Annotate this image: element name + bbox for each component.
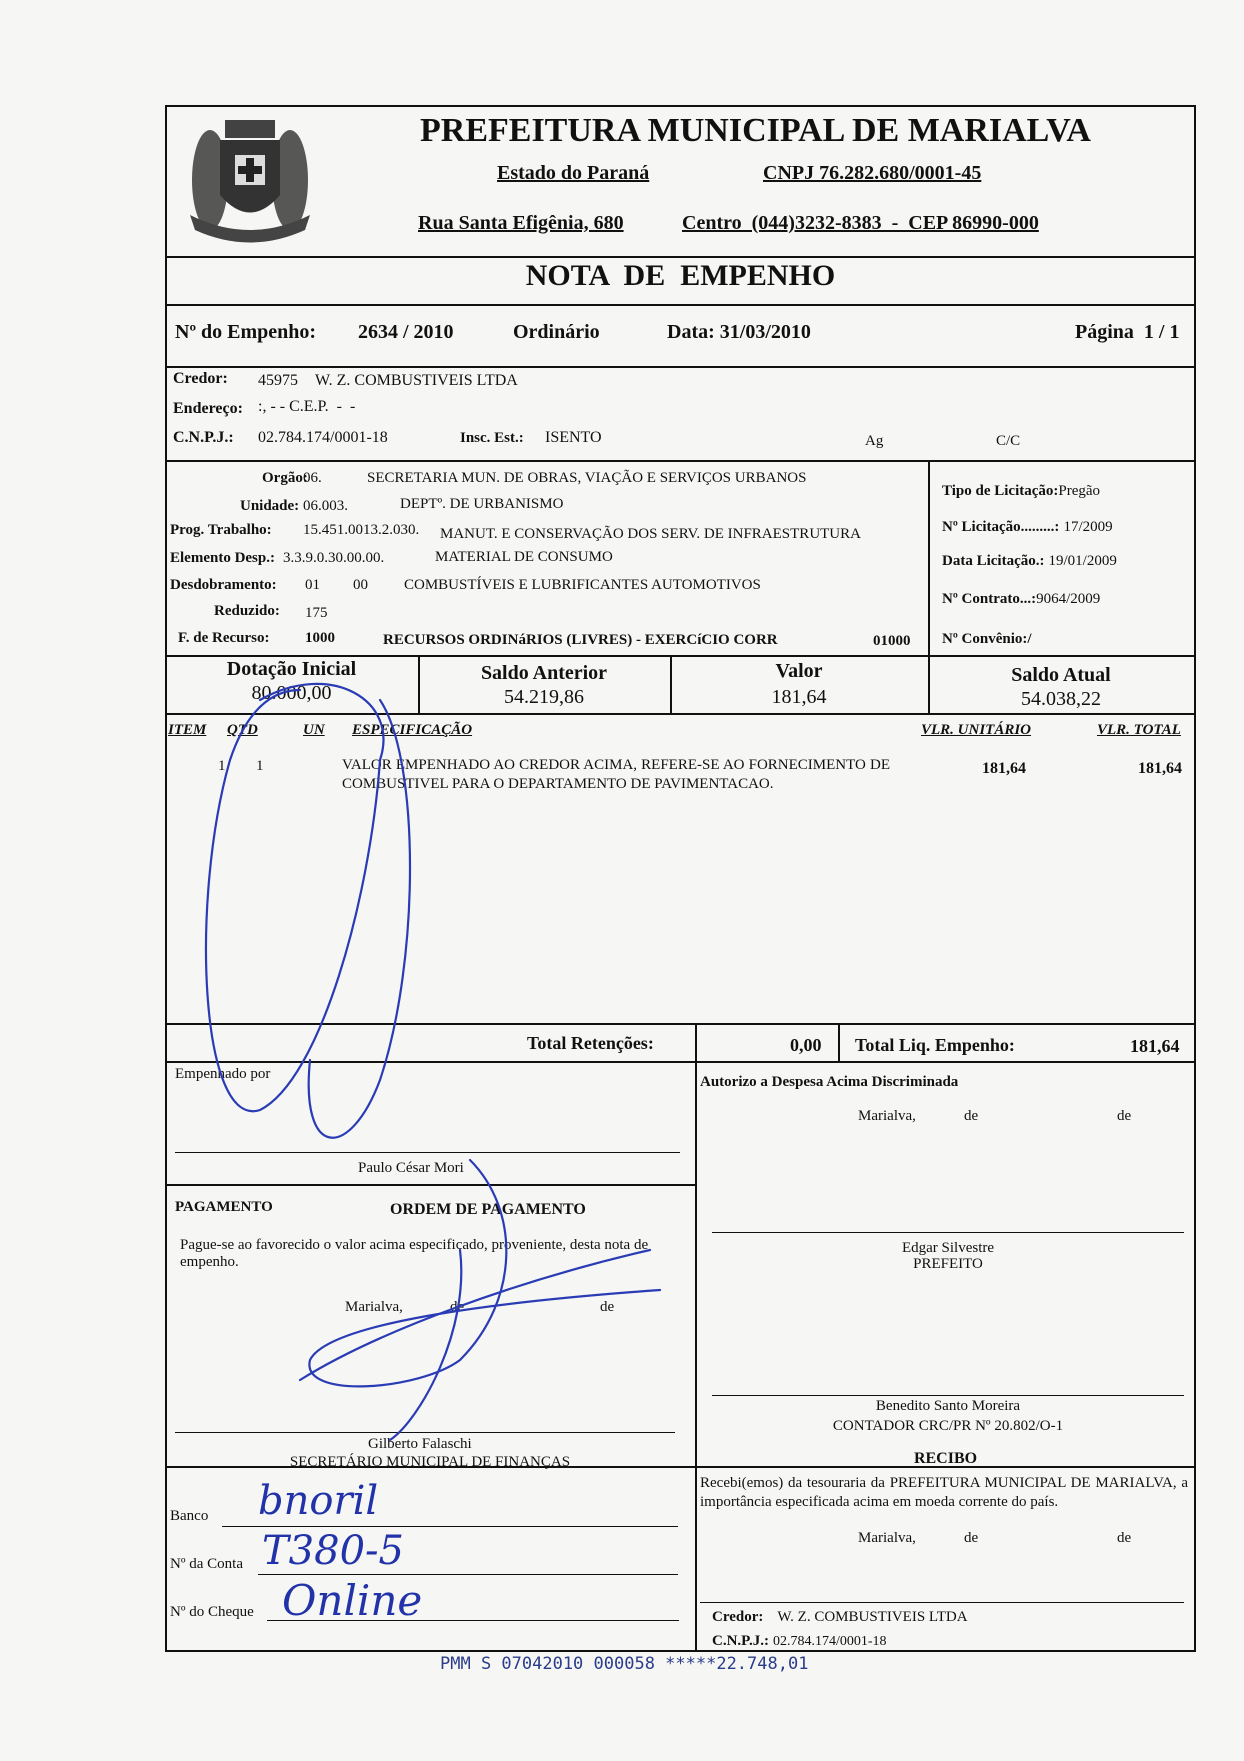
saldo-atual-value: 54.038,22 xyxy=(1021,688,1101,710)
footer-stamp: PMM S 07042010 000058 *****22.748,01 xyxy=(440,1654,809,1674)
document-title: NOTA DE EMPENHO xyxy=(525,259,836,292)
unidade-desc: DEPTº. DE URBANISMO xyxy=(400,496,564,512)
cnpj-value: 02.784.174/0001-18 xyxy=(258,429,388,446)
recurso-num: 01000 xyxy=(873,633,911,649)
valor-value: 181,64 xyxy=(771,686,827,708)
recurso-label: F. de Recurso: xyxy=(178,630,270,646)
empenho-type: Ordinário xyxy=(513,321,600,343)
autorizo-marialva: Marialva, xyxy=(858,1108,916,1124)
conta-line xyxy=(258,1574,678,1575)
secretario-name: Gilberto Falaschi xyxy=(368,1436,472,1452)
secretario-role: SECRETÁRIO MUNICIPAL DE FINANÇAS xyxy=(289,1454,571,1470)
header-cnpj: CNPJ 76.282.680/0001-45 xyxy=(763,162,982,184)
numero-licitacao xyxy=(942,518,1113,536)
col-un: UN xyxy=(303,722,325,738)
col-vlr-unitario: VLR. UNITÁRIO xyxy=(921,722,1032,738)
insc-label: Insc. Est.: xyxy=(460,430,524,446)
ordem-pagamento: ORDEM DE PAGAMENTO xyxy=(390,1201,586,1218)
total-liq-value: 181,64 xyxy=(1130,1036,1180,1056)
signature-loop-1 xyxy=(206,684,383,1111)
signature-stroke-3 xyxy=(309,1160,660,1386)
empenhado-line xyxy=(175,1152,680,1153)
cheque-label: Nº do Cheque xyxy=(170,1604,254,1620)
dotacao-label: Dotação Inicial xyxy=(226,658,357,680)
recibo-cnpj-value: 02.784.174/0001-18 xyxy=(772,1634,887,1649)
recibo-title: RECIBO xyxy=(913,1450,978,1467)
row-item: 1 xyxy=(218,758,226,774)
endereco-value: :, - - C.E.P. - - xyxy=(258,398,356,415)
tipo-licitacao-label: Tipo de Licitação: xyxy=(942,483,1059,499)
pagamento-de-2: de xyxy=(600,1299,615,1315)
contador-role: CONTADOR CRC/PR Nº 20.802/O-1 xyxy=(832,1418,1064,1434)
tipo-licitacao-value: Pregão xyxy=(1058,483,1101,499)
numero-licitacao-label: Nº Licitação.........: xyxy=(942,519,1060,535)
col-vlr-total: VLR. TOTAL xyxy=(1097,722,1181,738)
header-title: PREFEITURA MUNICIPAL DE MARIALVA xyxy=(420,112,1091,149)
elemento-label: Elemento Desp.: xyxy=(170,550,275,566)
secretario-line xyxy=(175,1432,675,1433)
pagamento-text: Pague-se ao favorecido o valor acima especificado, proveniente, desta nota de empenho. xyxy=(180,1237,649,1270)
pagamento-de-1: de xyxy=(450,1299,465,1315)
empenhado-name: Paulo César Mori xyxy=(358,1160,464,1176)
dotacao-value: 80.000,00 xyxy=(251,682,332,704)
recurso-desc: RECURSOS ORDINáRIOS (LIVRES) - EXERCíCIO CORR xyxy=(383,632,778,648)
recibo-line xyxy=(700,1602,1184,1603)
row-especificacao: VALOR EMPENHADO AO CREDOR ACIMA, REFERE-SE AO FORNECIMENTO DE COMBUSTIVEL PARA O DEPARTAMENTO DE PAVIMENTACAO. xyxy=(342,757,890,792)
header-address: Rua Santa Efigênia, 680 xyxy=(418,212,624,234)
empenho-number-label: Nº do Empenho: xyxy=(175,321,317,343)
orgao-desc: SECRETARIA MUN. DE OBRAS, VIAÇÃO E SERVIÇOS URBANOS xyxy=(367,470,807,486)
reduzido-label: Reduzido: xyxy=(214,603,280,619)
insc-value: ISENTO xyxy=(545,429,602,446)
valor-label: Valor xyxy=(775,660,823,682)
pagamento-marialva: Marialva, xyxy=(345,1299,403,1315)
contrato-value: 9064/2009 xyxy=(1036,591,1101,607)
contador-line xyxy=(712,1395,1184,1396)
recibo-credor-label: Credor: xyxy=(712,1609,764,1625)
elemento-desc: MATERIAL DE CONSUMO xyxy=(435,549,613,565)
unidade-code: 06.003. xyxy=(303,498,348,514)
autorizo-text: Autorizo a Despesa Acima Discriminada xyxy=(700,1074,959,1090)
orgao-label: Orgão: xyxy=(262,470,308,486)
prog-desc: MANUT. E CONSERVAÇÃO DOS SERV. DE INFRAESTRUTURA xyxy=(440,526,861,542)
desdobramento-a: 01 xyxy=(305,577,320,593)
credor-code: 45975 xyxy=(258,372,298,389)
recibo-de-1: de xyxy=(964,1530,979,1546)
banco-handwritten: bnoril xyxy=(258,1478,379,1524)
header-state: Estado do Paraná xyxy=(497,162,650,184)
endereco-label: Endereço: xyxy=(173,400,243,417)
conta-handwritten: T380-5 xyxy=(262,1528,404,1574)
saldo-atual-label: Saldo Atual xyxy=(1011,664,1111,686)
empenho-number: 2634 / 2010 xyxy=(358,321,454,343)
recibo-cnpj xyxy=(712,1632,887,1650)
credor-label: Credor: xyxy=(173,370,228,387)
row-vlr-total: 181,64 xyxy=(1138,760,1182,777)
coat-of-arms-logo xyxy=(180,110,320,250)
empenho-date: Data: 31/03/2010 xyxy=(667,321,811,343)
desdobramento-label: Desdobramento: xyxy=(170,577,277,593)
desdobramento-b: 00 xyxy=(353,577,368,593)
prefeito-name: Edgar Silvestre xyxy=(901,1240,995,1256)
recibo-text: Recebi(emos) da tesouraria da PREFEITURA MUNICIPAL DE MARIALVA, a importância especificada acima em moeda corrente do país. xyxy=(700,1475,1188,1510)
conta-label: Nº da Conta xyxy=(170,1556,243,1572)
elemento-code: 3.3.9.0.30.00.00. xyxy=(283,550,385,566)
recibo-credor xyxy=(712,1608,968,1626)
unidade-label: Unidade: xyxy=(240,498,300,514)
saldo-anterior-label: Saldo Anterior xyxy=(480,662,608,684)
ag-label: Ag xyxy=(865,433,884,449)
banco-line xyxy=(222,1526,678,1527)
prefeito-line xyxy=(712,1232,1184,1233)
banco-label: Banco xyxy=(170,1508,209,1524)
convenio: Nº Convênio:/ xyxy=(942,631,1032,647)
autorizo-de-2: de xyxy=(1117,1108,1132,1124)
header-contact: Centro (044)3232-8383 - CEP 86990-000 xyxy=(682,212,1039,234)
recibo-marialva: Marialva, xyxy=(858,1530,916,1546)
contrato xyxy=(942,590,1100,608)
col-qtd: QTD xyxy=(227,722,258,738)
row-qtd: 1 xyxy=(256,758,264,774)
recurso-code: 1000 xyxy=(305,630,335,646)
desdobramento-desc: COMBUSTÍVEIS E LUBRIFICANTES AUTOMOTIVOS xyxy=(404,577,761,593)
empenhado-label: Empenhado por xyxy=(175,1066,271,1082)
signature-stroke-5 xyxy=(390,1250,461,1440)
contador-name: Benedito Santo Moreira xyxy=(875,1398,1021,1414)
credor-name: W. Z. COMBUSTIVEIS LTDA xyxy=(315,372,518,389)
saldo-anterior-value: 54.219,86 xyxy=(504,686,584,708)
data-licitacao-value: 19/01/2009 xyxy=(1048,553,1117,569)
cheque-handwritten: Online xyxy=(282,1576,423,1625)
autorizo-de-1: de xyxy=(964,1108,979,1124)
numero-licitacao-value: 17/2009 xyxy=(1063,519,1113,535)
orgao-code: 06. xyxy=(303,470,322,486)
recibo-de-2: de xyxy=(1117,1530,1132,1546)
recibo-cnpj-label: C.N.P.J.: xyxy=(712,1633,769,1649)
pagamento-label: PAGAMENTO xyxy=(175,1199,273,1215)
total-liq-label: Total Liq. Empenho: xyxy=(855,1035,1015,1055)
retencoes-value: 0,00 xyxy=(790,1035,822,1055)
data-licitacao-label: Data Licitação.: xyxy=(942,553,1045,569)
retencoes-label: Total Retenções: xyxy=(527,1033,654,1053)
prefeito-role: PREFEITO xyxy=(913,1256,983,1272)
cnpj-label: C.N.P.J.: xyxy=(173,429,234,446)
prog-code: 15.451.0013.2.030. xyxy=(303,522,420,538)
col-especificacao: ESPECIFICAÇÃO xyxy=(352,722,473,738)
reduzido-value: 175 xyxy=(305,605,328,621)
tipo-licitacao xyxy=(942,482,1100,500)
data-licitacao xyxy=(942,552,1117,570)
row-vlr-unitario: 181,64 xyxy=(982,760,1026,777)
page-number: Página 1 / 1 xyxy=(1075,321,1180,343)
recibo-credor-value: W. Z. COMBUSTIVEIS LTDA xyxy=(777,1609,968,1625)
prog-label: Prog. Trabalho: xyxy=(170,522,272,538)
col-item: ITEM xyxy=(168,722,207,738)
contrato-label: Nº Contrato...: xyxy=(942,591,1037,607)
cc-label: C/C xyxy=(996,433,1021,449)
